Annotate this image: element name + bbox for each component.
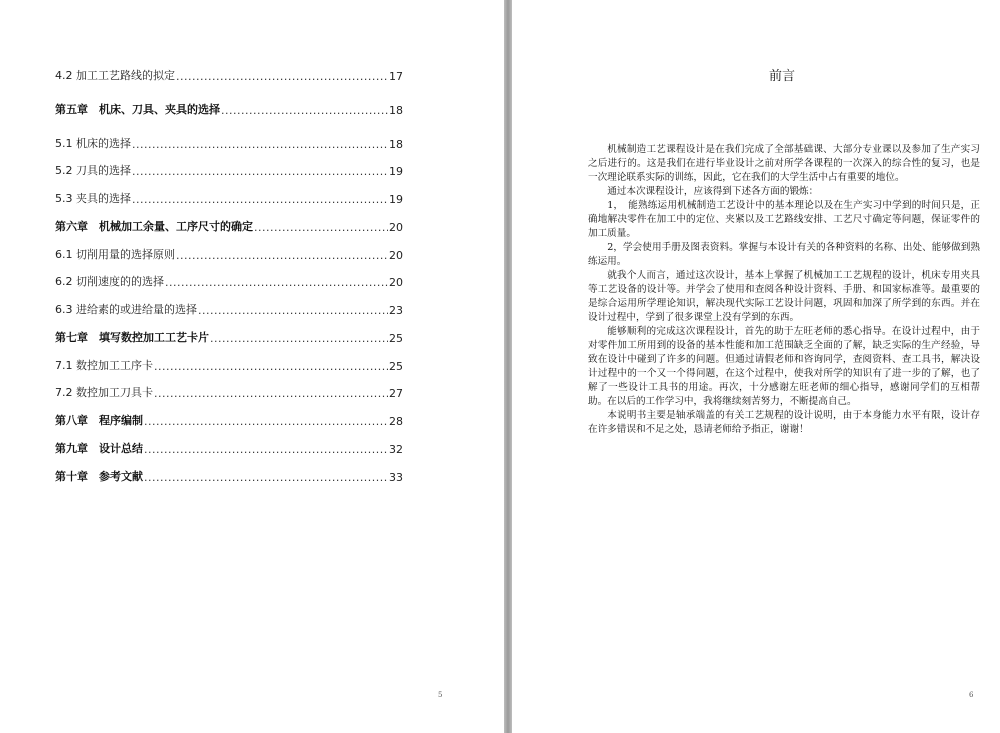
- toc-entry-page: 20: [389, 276, 403, 289]
- toc-entry[interactable]: [55, 301, 403, 317]
- toc-entry-label: 7.2 数控加工刀具卡: [55, 386, 153, 399]
- toc-entry-page: 32: [389, 443, 403, 456]
- toc-entry-label: 5.1 机床的选择: [55, 137, 131, 150]
- toc-entry-page: 23: [389, 304, 403, 317]
- page-gutter: [504, 0, 512, 733]
- toc-leader-dots: [210, 333, 388, 345]
- preface-paragraph: 能够顺利的完成这次课程设计，首先的助于左旺老师的悉心指导。在设计过程中，由于对零件加工所用到的设备的基本性能和加工范围缺乏全面的了解，缺乏实际的生产经验，导致在设计中碰到了许多的问题。但通过请假老师和咨询同学，查阅资料、查工具书，解决设计过程中的一个又一个得问题，在这个过程中，使我对所学的知识有了进一步的了解，也了解了一些设计工具书的用途。再次，十分感谢左旺老师的细心指导，感谢同学们的互相帮助。在以后的工作学习中，我将继续刻苦努力，不断提高自己。: [588, 326, 980, 407]
- toc-entry[interactable]: [55, 218, 403, 234]
- toc-entry-label: 6.3 进给素的或进给量的选择: [55, 303, 197, 316]
- toc-leader-dots: [144, 444, 388, 456]
- toc-entry-page: 20: [389, 249, 403, 262]
- toc-entry-label: 6.2 切削速度的的选择: [55, 275, 164, 288]
- toc-entry-page: 19: [389, 193, 403, 206]
- toc-entry-label: 第六章 机械加工余量、工序尺寸的确定: [55, 220, 253, 233]
- toc-entry-label: 第九章 设计总结: [55, 442, 143, 455]
- preface-paragraph: 机械制造工艺课程设计是在我们完成了全部基础课、大部分专业课以及参加了生产实习之后进行的。这是我们在进行毕业设计之前对所学各课程的一次深入的综合性的复习，也是一次理论联系实际的训练，因此，它在我们的大学生活中占有重要的地位。: [588, 144, 980, 183]
- toc-entry[interactable]: [55, 135, 403, 151]
- toc-entry[interactable]: [55, 384, 403, 400]
- toc-entry-label: 5.2 刀具的选择: [55, 164, 131, 177]
- toc-entry-page: 19: [389, 165, 403, 178]
- toc-entry-label: 7.1 数控加工工序卡: [55, 359, 153, 372]
- preface-body: [588, 143, 980, 437]
- toc-entry-page: 18: [389, 138, 403, 151]
- toc-entry-label: 第十章 参考文献: [55, 470, 143, 483]
- toc-leader-dots: [221, 105, 388, 117]
- toc-entry[interactable]: [55, 67, 403, 83]
- toc-entry-label: 5.3 夹具的选择: [55, 192, 131, 205]
- toc-leader-dots: [198, 305, 388, 317]
- toc-entry[interactable]: [55, 273, 403, 289]
- toc-entry-page: 25: [389, 360, 403, 373]
- toc-leader-dots: [165, 277, 388, 289]
- toc-entry-page: 33: [389, 471, 403, 484]
- page-number: 5: [438, 691, 443, 699]
- toc-entry[interactable]: [55, 357, 403, 373]
- toc-leader-dots: [176, 71, 388, 83]
- preface-paragraph: 2，学会使用手册及图表资料。掌握与本设计有关的各种资料的名称、出处、能够做到熟练运用。: [588, 242, 980, 267]
- toc-entry[interactable]: [55, 468, 403, 484]
- toc-entry[interactable]: [55, 412, 403, 428]
- toc-entry[interactable]: [55, 190, 403, 206]
- toc-entry-label: 第八章 程序编制: [55, 414, 143, 427]
- toc-entry-page: 20: [389, 221, 403, 234]
- toc-leader-dots: [132, 194, 388, 206]
- toc-entry-page: 18: [389, 104, 403, 117]
- toc-entry[interactable]: [55, 246, 403, 262]
- right-page: [512, 0, 1000, 733]
- toc-leader-dots: [154, 361, 388, 373]
- toc-leader-dots: [254, 222, 388, 234]
- toc-entry-label: 第七章 填写数控加工工艺卡片: [55, 331, 209, 344]
- toc-entry[interactable]: [55, 101, 403, 117]
- toc-entry-page: 17: [389, 70, 403, 83]
- toc-entry-page: 27: [389, 387, 403, 400]
- preface-paragraph: 1， 能熟练运用机械制造工艺设计中的基本理论以及在生产实习中学到的时间只是，正确地解决零件在加工中的定位、夹紧以及工艺路线安排、工艺尺寸确定等问题，保证零件的加工质量。: [588, 200, 980, 239]
- toc-leader-dots: [132, 139, 388, 151]
- toc-leader-dots: [144, 416, 388, 428]
- toc-entry-label: 6.1 切削用量的选择原则: [55, 248, 175, 261]
- preface-paragraph: 就我个人而言，通过这次设计，基本上掌握了机械加工工艺规程的设计，机床专用夹具等工艺设备的设计等。并学会了使用和查阅各种设计资料、手册、和国家标准等。最重要的是综合运用所学理论知识，解决现代实际工艺设计问题，巩固和加深了所学到的东西。并在设计过程中，学到了很多课堂上没有学到的东西。: [588, 270, 980, 323]
- toc-entry[interactable]: [55, 162, 403, 178]
- preface-paragraph: 本说明书主要是轴承端盖的有关工艺规程的设计说明，由于本身能力水平有限，设计存在许多错误和不足之处，恳请老师给予指正，谢谢！: [588, 410, 980, 435]
- toc-entry-page: 28: [389, 415, 403, 428]
- toc-entry[interactable]: [55, 329, 403, 345]
- toc-entry-label: 4.2 加工工艺路线的拟定: [55, 69, 175, 82]
- preface-title: 前言: [768, 69, 795, 84]
- toc-entry[interactable]: [55, 440, 403, 456]
- toc-entry-page: 25: [389, 332, 403, 345]
- toc-leader-dots: [154, 388, 388, 400]
- toc-leader-dots: [144, 472, 388, 484]
- preface-paragraph: 通过本次课程设计，应该得到下述各方面的锻炼：: [607, 186, 819, 197]
- toc-entry-label: 第五章 机床、刀具、夹具的选择: [55, 103, 220, 116]
- toc-leader-dots: [132, 166, 388, 178]
- page-number: 6: [969, 691, 974, 699]
- toc-leader-dots: [176, 250, 388, 262]
